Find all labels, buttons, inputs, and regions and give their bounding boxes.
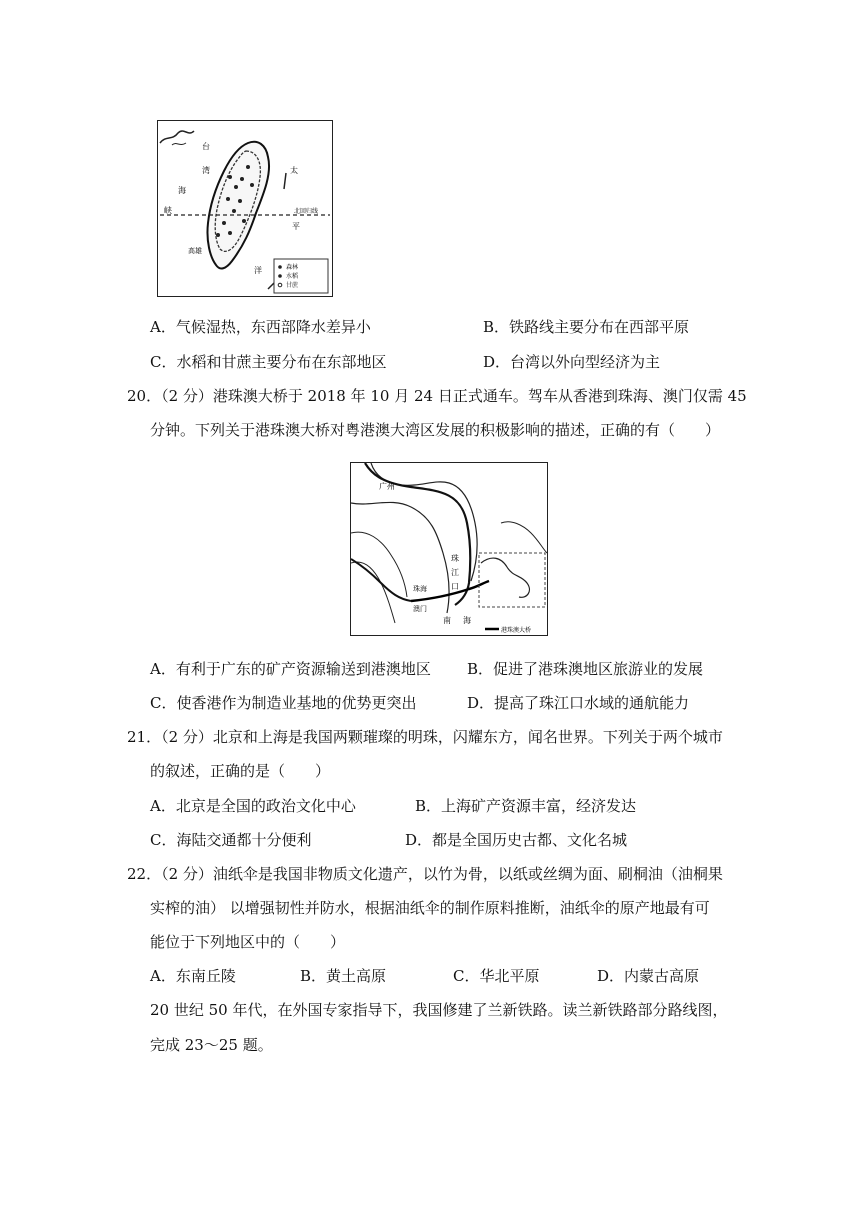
taiwan-map-drawing — [158, 121, 332, 296]
q22-option-d[interactable]: D．内蒙古高原 — [597, 967, 700, 985]
city-gaoxiong: 高雄 — [188, 248, 202, 255]
legend-forest: 森林 — [286, 265, 299, 271]
label-hai: 海 — [178, 186, 186, 195]
label-zhu: 珠 — [451, 554, 459, 563]
q21-option-d[interactable]: D．都是全国历史古都、文化名城 — [405, 831, 628, 849]
legend-bridge: 港珠澳大桥 — [501, 628, 532, 634]
label-tai: 太 — [290, 166, 298, 175]
q20-stem-line1: 20．（2 分）港珠澳大桥于 2018 年 10 月 24 日正式通车。驾车从香港到珠海、澳门仅需 45 — [127, 387, 747, 405]
taiwan-island — [207, 142, 269, 269]
taiwan-map — [157, 120, 333, 297]
q20-option-c[interactable]: C．使香港作为制造业基地的优势更突出 — [150, 694, 417, 712]
label-yang: 洋 — [254, 266, 262, 275]
tropic-label: 北回归线 — [294, 209, 319, 215]
intro-line1: 20 世纪 50 年代，在外国专家指导下，我国修建了兰新铁路。读兰新铁路部分路线图， — [150, 1001, 728, 1019]
legend-box — [274, 259, 328, 293]
label-tai-wan-2: 湾 — [202, 166, 210, 175]
legend-sugarcane: 甘蔗 — [286, 283, 299, 289]
label-kou: 口 — [451, 582, 459, 591]
label-sea: 海 — [463, 616, 471, 625]
greater-bay-map-drawing — [351, 463, 547, 635]
q19-option-a[interactable]: A．气候湿热，东西部降水差异小 — [150, 318, 371, 336]
q22-option-a[interactable]: A．东南丘陵 — [150, 967, 236, 985]
q22-stem-line2: 实榨的油） 以增强韧性并防水，根据油纸伞的制作原料推断，油纸伞的原产地最有可 — [150, 899, 710, 917]
q20-option-d[interactable]: D．提高了珠江口水域的通航能力 — [467, 694, 690, 712]
city-guangzhou: 广州 — [379, 482, 395, 491]
mainland-coast — [160, 131, 194, 143]
q20-stem-line2: 分钟。下列关于港珠澳大桥对粤港澳大湾区发展的积极影响的描述，正确的有（ ） — [150, 421, 721, 439]
q22-stem-line3: 能位于下列地区中的（ ） — [150, 933, 346, 951]
label-ping: 平 — [292, 222, 300, 231]
q19-option-c[interactable]: C．水稻和甘蔗主要分布在东部地区 — [150, 353, 387, 371]
label-jiang: 江 — [451, 568, 459, 577]
q21-stem-line2: 的叙述，正确的是（ ） — [150, 762, 331, 780]
label-nan: 南 — [443, 616, 451, 625]
legend-rice: 水稻 — [286, 274, 299, 280]
q22-option-c[interactable]: C．华北平原 — [453, 967, 540, 985]
coastline-west — [351, 502, 449, 613]
q20-option-b[interactable]: B．促进了港珠澳地区旅游业的发展 — [467, 660, 704, 678]
q19-option-d[interactable]: D．台湾以外向型经济为主 — [483, 353, 661, 371]
q19-option-b[interactable]: B．铁路线主要分布在西部平原 — [483, 318, 690, 336]
intro-line2: 完成 23～25 题。 — [150, 1036, 273, 1054]
city-zhuhai: 珠海 — [413, 586, 427, 593]
label-xia: 峡 — [164, 206, 172, 215]
city-macau: 澳门 — [413, 606, 427, 613]
q21-option-b[interactable]: B．上海矿产资源丰富，经济发达 — [415, 797, 637, 815]
q22-stem-line1: 22．（2 分）油纸伞是我国非物质文化遗产，以竹为骨，以纸或丝绸为面、刷桐油（油桐果 — [127, 865, 723, 883]
q21-option-a[interactable]: A．北京是全国的政治文化中心 — [150, 797, 356, 815]
q20-option-a[interactable]: A．有利于广东的矿产资源输送到港澳地区 — [150, 660, 431, 678]
greater-bay-map — [350, 462, 548, 636]
label-tai-wan-1: 台 — [202, 142, 210, 151]
hong-kong-coast — [481, 558, 529, 597]
q21-stem-line1: 21．（2 分）北京和上海是我国两颗璀璨的明珠，闪耀东方，闻名世界。下列关于两个城市 — [127, 728, 723, 746]
hong-kong-area — [479, 553, 545, 607]
q21-option-c[interactable]: C．海陆交通都十分便利 — [150, 831, 312, 849]
q22-option-b[interactable]: B．黄土高原 — [300, 967, 387, 985]
